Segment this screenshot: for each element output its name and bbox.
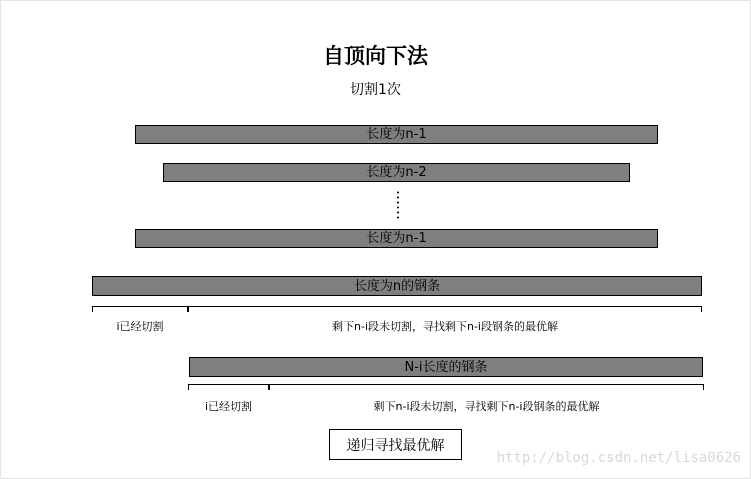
bracket-cut-part-2 <box>188 384 269 390</box>
bar-steel-rod-length-n: 长度为n的钢条 <box>92 276 702 296</box>
diagram-title: 自顶向下法 <box>323 43 428 68</box>
watermark: http://blog.csdn.net/lisa0626 <box>496 450 741 466</box>
bar-length-n-minus-2: 长度为n-2 <box>163 163 630 182</box>
diagram-subtitle: 切割1次 <box>350 82 401 98</box>
label-remaining-part-2: 剩下n-i段未切割，寻找剩下n-i段钢条的最优解 <box>373 400 600 413</box>
bracket-remaining-part-2 <box>269 384 704 390</box>
bracket-cut-part-1 <box>92 306 188 312</box>
bracket-remaining-part-1 <box>188 306 702 312</box>
bar-length-n-minus-1-top: 长度为n-1 <box>135 125 658 144</box>
label-cut-part-1: i已经切割 <box>116 320 164 333</box>
label-remaining-part-1: 剩下n-i段未切割，寻找剩下n-i段钢条的最优解 <box>332 320 558 333</box>
ellipsis-dots <box>397 190 399 220</box>
bar-steel-rod-n-minus-i: N-i长度的钢条 <box>189 357 703 377</box>
recursive-optimal-box: 递归寻找最优解 <box>329 429 462 460</box>
bar-length-n-minus-1-bottom: 长度为n-1 <box>135 229 658 248</box>
label-cut-part-2: i已经切割 <box>204 400 253 413</box>
